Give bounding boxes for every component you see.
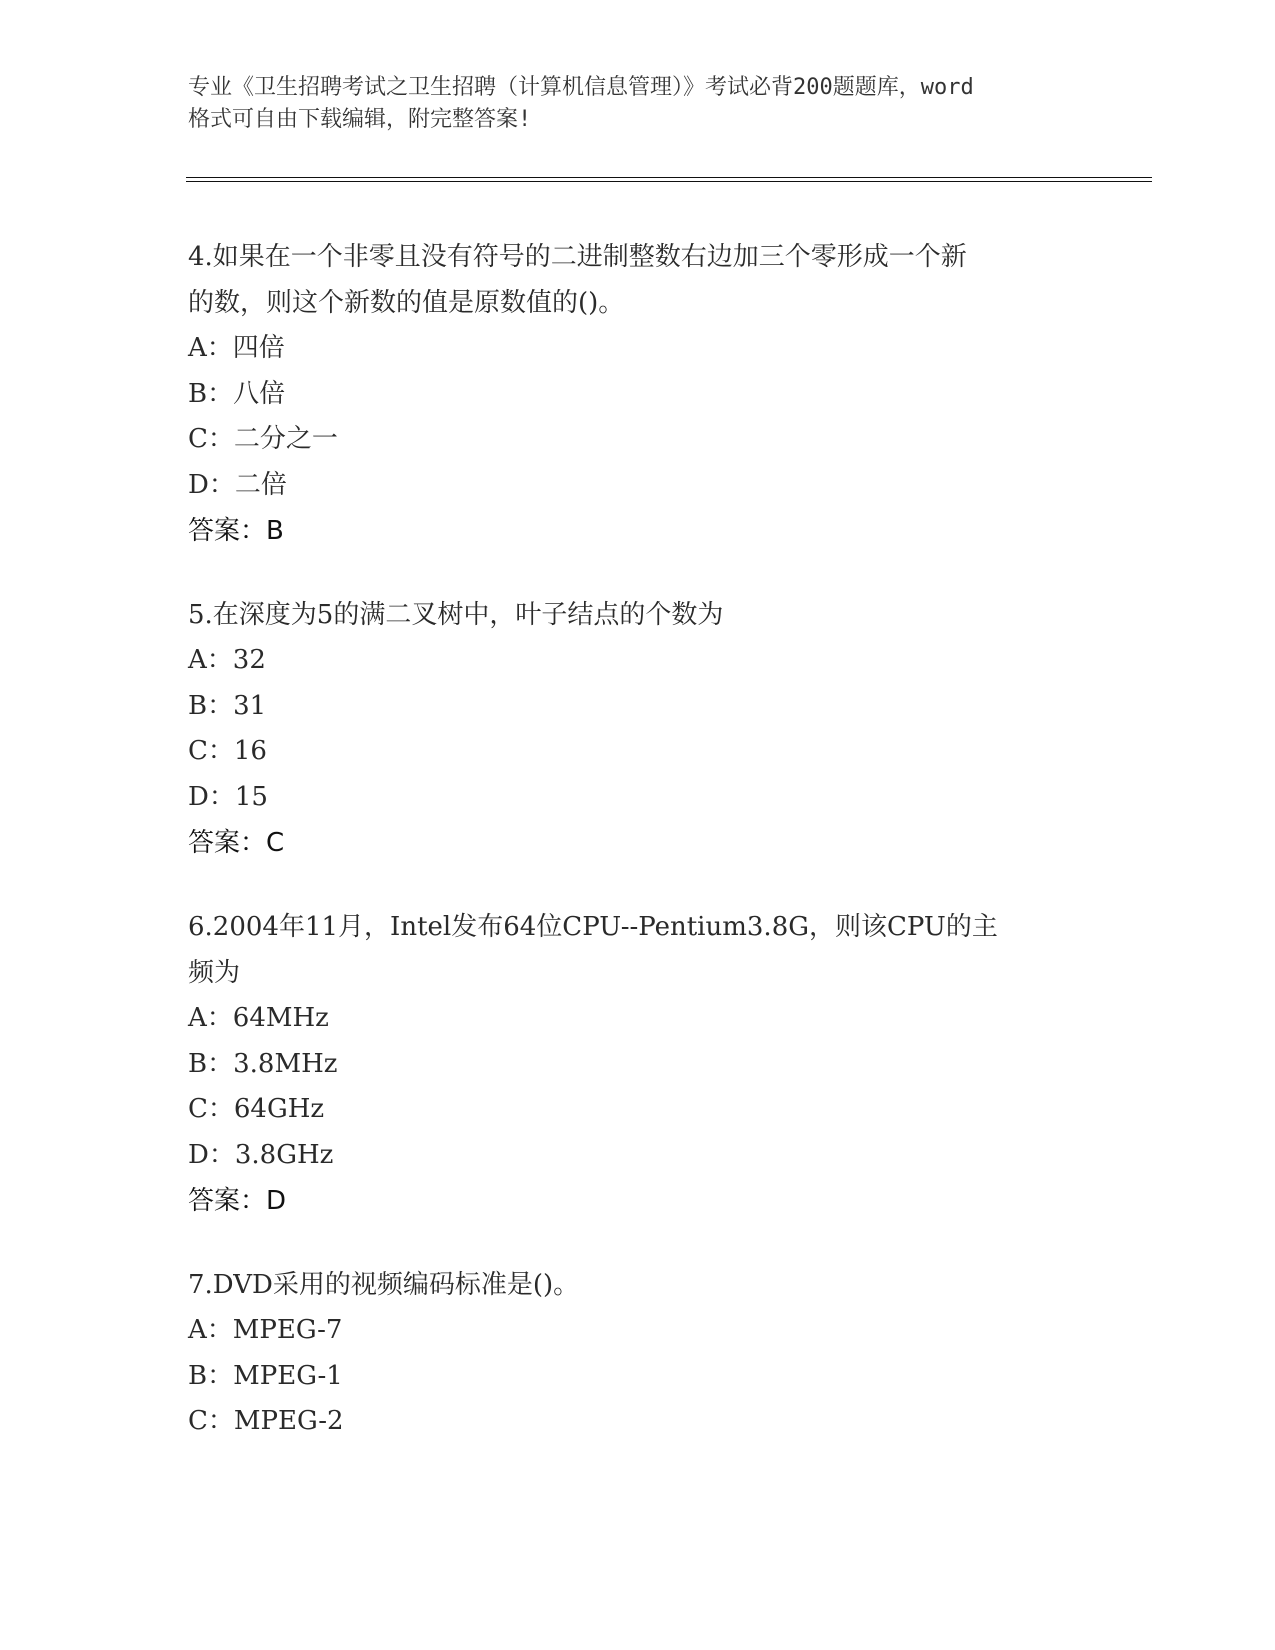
option-a: A：MPEG-7: [188, 1315, 343, 1345]
document-header: [188, 72, 1088, 136]
question-4: [188, 234, 1088, 554]
option-a: A：32: [188, 645, 266, 675]
option-b: B：3.8MHz: [188, 1048, 338, 1079]
header-double-rule: [186, 177, 1152, 182]
question-7: [188, 1262, 1088, 1445]
option-c: C：64GHz: [188, 1094, 325, 1124]
question-text-line-1: 7.DVD采用的视频编码标准是()。: [188, 1270, 580, 1300]
question-text-line-2: 频为: [188, 958, 241, 988]
answer-label: 答案：B: [188, 516, 284, 546]
option-b: B：MPEG-1: [188, 1360, 343, 1391]
option-b: B：31: [188, 690, 267, 721]
header-line-2: 格式可自由下载编辑，附完整答案!: [188, 107, 532, 132]
option-d: D：15: [188, 781, 268, 812]
option-c: C：二分之一: [188, 424, 338, 454]
question-6: [188, 904, 1088, 1224]
question-text-line-1: 4.如果在一个非零且没有符号的二进制整数右边加三个零形成一个新: [188, 242, 967, 272]
option-d: D：二倍: [188, 469, 287, 500]
question-text-line-1: 6.2004年11月，Intel发布64位CPU--Pentium3.8G，则该CPU的主: [188, 912, 998, 942]
header-line-1: 专业《卫生招聘考试之卫生招聘（计算机信息管理）》考试必背200题题库，word: [188, 75, 974, 100]
answer-label: 答案：D: [188, 1186, 287, 1216]
option-a: A：四倍: [188, 333, 285, 363]
question-5: [188, 592, 1088, 866]
question-text-line-2: 的数，则这个新数的值是原数值的()。: [188, 288, 625, 318]
option-c: C：MPEG-2: [188, 1406, 344, 1436]
question-list: [188, 234, 1088, 1483]
option-d: D：3.8GHz: [188, 1139, 334, 1170]
answer-label: 答案：C: [188, 828, 285, 858]
option-b: B：八倍: [188, 378, 286, 409]
option-c: C：16: [188, 736, 267, 766]
question-text-line-1: 5.在深度为5的满二叉树中，叶子结点的个数为: [188, 600, 724, 630]
option-a: A：64MHz: [188, 1003, 329, 1033]
